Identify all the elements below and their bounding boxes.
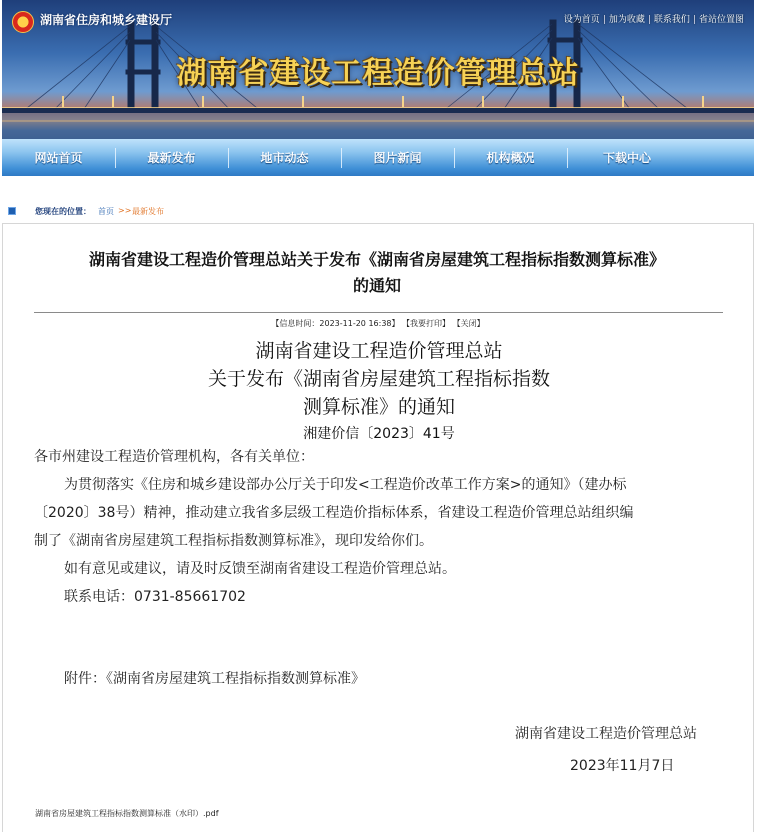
site-map-link[interactable]: 省站位置图: [698, 15, 744, 25]
print-link[interactable]: 【我要打印】: [402, 319, 451, 328]
feedback-paragraph: 如有意见或建议，请及时反馈至湖南省建设工程造价管理总站。: [64, 561, 456, 577]
signature-date: 2023年11月7日: [570, 758, 675, 774]
salutation: 各市州建设工程造价管理机构，各有关单位：: [34, 449, 314, 465]
nav-item-about[interactable]: 机构概况: [486, 151, 535, 165]
doc-heading-line: 关于发布《湖南省房屋建筑工程指标指数: [207, 368, 550, 390]
article-title-line: 湖南省建设工程造价管理总站关于发布《湖南省房屋建筑工程指标指数测算标准》: [88, 250, 665, 269]
breadcrumb-separator: >>: [118, 206, 132, 215]
main-nav: [2, 139, 754, 176]
link-separator: |: [692, 15, 696, 25]
breadcrumb-home-link[interactable]: 首页: [98, 207, 114, 216]
set-homepage-link[interactable]: 设为首页: [563, 15, 600, 25]
document-number: 湘建价信〔2023〕41号: [303, 426, 455, 442]
article-body: [34, 443, 722, 611]
nav-item-home[interactable]: 网站首页: [34, 151, 83, 165]
body-paragraph-line: 为贯彻落实《住房和城乡建设部办公厅关于印发<工程造价改革工作方案>的通知》（建办标: [64, 477, 627, 493]
article-title-line: 的通知: [352, 276, 401, 295]
attachment-line: [34, 665, 722, 693]
body-paragraph-line: 〔2020〕38号）精神，推动建立我省多层级工程造价指标体系，省建设工程造价管理总站组织编: [34, 505, 634, 521]
link-separator: |: [647, 15, 651, 25]
attachment-download-link[interactable]: 湖南省房屋建筑工程指标指数测算标准（水印）.pdf: [35, 809, 219, 818]
close-link[interactable]: 【关闭】: [452, 319, 485, 328]
top-links: [564, 12, 744, 25]
breadcrumb-label: 您现在的位置：: [35, 207, 91, 216]
article-panel: [2, 223, 754, 832]
national-emblem-icon: [12, 11, 34, 33]
site-title: 湖南省建设工程造价管理总站: [176, 56, 580, 91]
publish-time: 【信息时间：2023-11-20 16:38】: [271, 319, 400, 328]
article-meta: [3, 318, 753, 329]
attachment-text: 附件：《湖南省房屋建筑工程指标指数测算标准》: [64, 671, 365, 687]
article-title: [27, 247, 727, 299]
breadcrumb-current-link[interactable]: 最新发布: [132, 207, 164, 216]
nav-item-local-news[interactable]: 地市动态: [260, 151, 309, 165]
site-banner: [2, 0, 754, 176]
nav-item-downloads[interactable]: 下载中心: [602, 151, 651, 165]
contact-phone: 联系电话：0731-85661702: [64, 589, 246, 605]
add-favorite-link[interactable]: 加为收藏: [608, 15, 645, 25]
link-separator: |: [602, 15, 606, 25]
nav-item-photo-news[interactable]: 图片新闻: [373, 151, 422, 165]
dept-name: 湖南省住房和城乡建设厅: [40, 13, 173, 27]
nav-item-latest[interactable]: 最新发布: [147, 151, 196, 165]
contact-us-link[interactable]: 联系我们: [653, 15, 690, 25]
doc-heading-line: 测算标准》的通知: [302, 396, 455, 418]
breadcrumb-icon: [8, 207, 16, 215]
doc-heading-line: 湖南省建设工程造价管理总站: [255, 340, 503, 362]
title-divider: [34, 312, 723, 313]
signature: 湖南省建设工程造价管理总站: [515, 726, 697, 742]
body-paragraph-line: 制了《湖南省房屋建筑工程指标指数测算标准》，现印发给你们。: [34, 533, 433, 549]
